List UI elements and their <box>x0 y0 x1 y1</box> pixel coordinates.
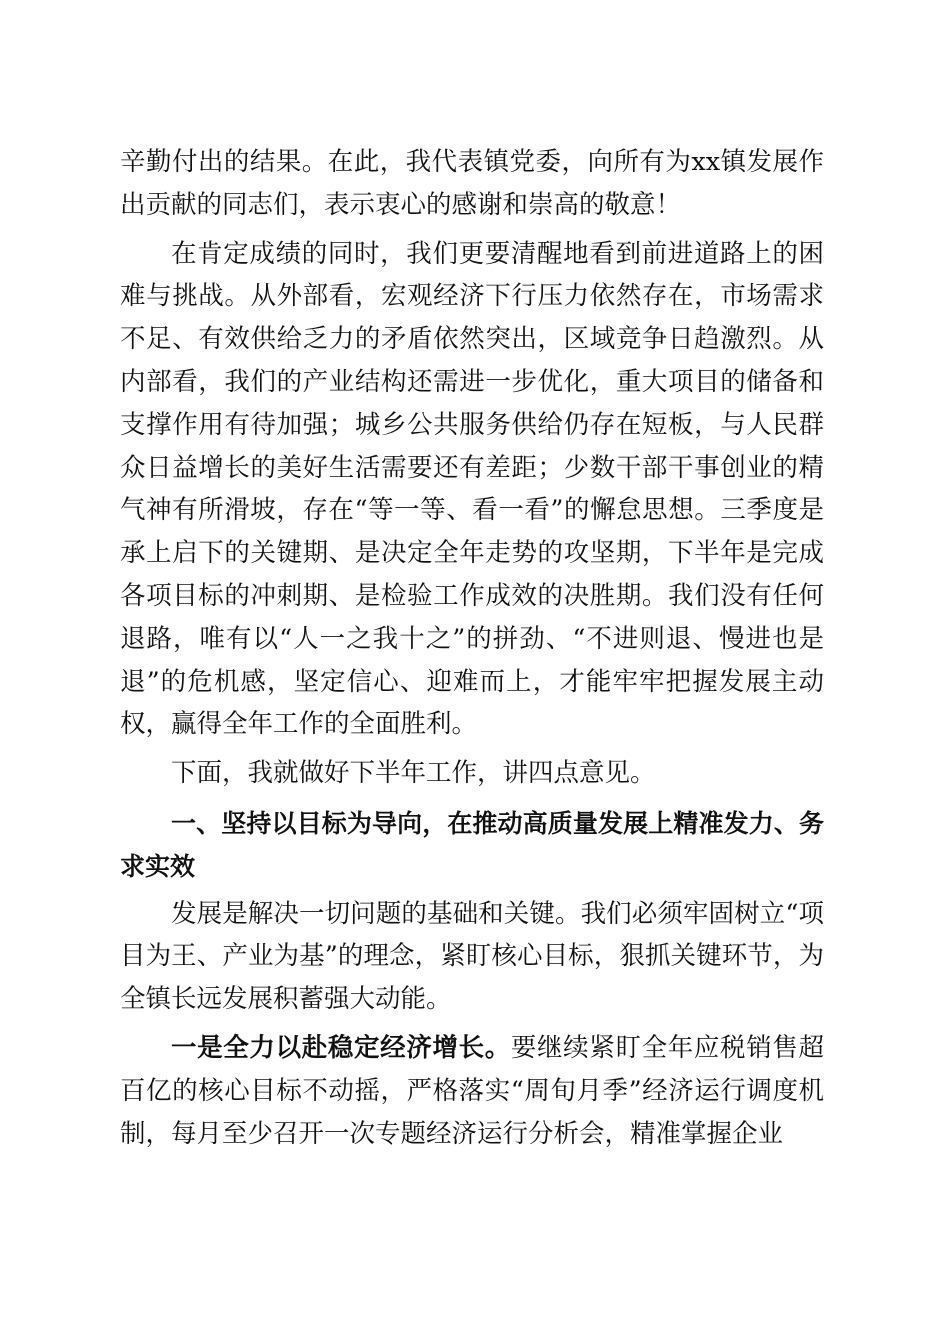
paragraph-challenges: 在肯定成绩的同时，我们更要清醒地看到前进道路上的困难与挑战。从外部看，宏观经济下行压力依然存在，市场需求不足、有效供给乏力的矛盾依然突出，区域竞争日趋激烈。从内部看，我们的产业结构还需进一步优化，重大项目的储备和支撑作用有待加强；城乡公共服务供给仍存在短板，与人民群众日益增长的美好生活需要还有差距；少数干部干事创业的精气神有所滑坡，存在“等一等、看一看”的懈怠思想。三季度是承上启下的关键期、是决定全年走势的攻坚期，下半年是完成各项目标的冲刺期、是检验工作成效的决胜期。我们没有任何退路，唯有以“人一之我十之”的拼劲、“不进则退、慢进也是退”的危机感，坚定信心、迎难而上，才能牢牢把握发展主动权，赢得全年工作的全面胜利。 <box>120 238 824 740</box>
section-heading-one: 一、坚持以目标为导向，在推动高质量发展上精准发力、务求实效 <box>120 808 824 881</box>
document-body <box>120 141 824 1155</box>
paragraph-development-basis: 发展是解决一切问题的基础和关键。我们必须牢固树立“项目为王、产业为基”的理念，紧盯核心目标，狠抓关键环节，为全镇长远发展积蓄强大动能。 <box>120 898 824 1015</box>
paragraph-body-text: 要继续紧盯全年应税销售超百亿的核心目标不动摇，严格落实“周旬月季”经济运行调度机制，每月至少召开一次专题经济运行分析会，精准掌握企业 <box>120 1032 824 1149</box>
paragraph-intro-opinions: 下面，我就做好下半年工作，讲四点意见。 <box>171 758 656 789</box>
paragraph-gratitude: 辛勤付出的结果。在此，我代表镇党委，向所有为xx镇发展作出贡献的同志们，表示衷心的感谢和崇高的敬意！ <box>120 147 824 220</box>
paragraph-economic-growth <box>120 1027 824 1155</box>
paragraph-lead-phrase: 一是全力以赴稳定经济增长。 <box>171 1032 511 1063</box>
